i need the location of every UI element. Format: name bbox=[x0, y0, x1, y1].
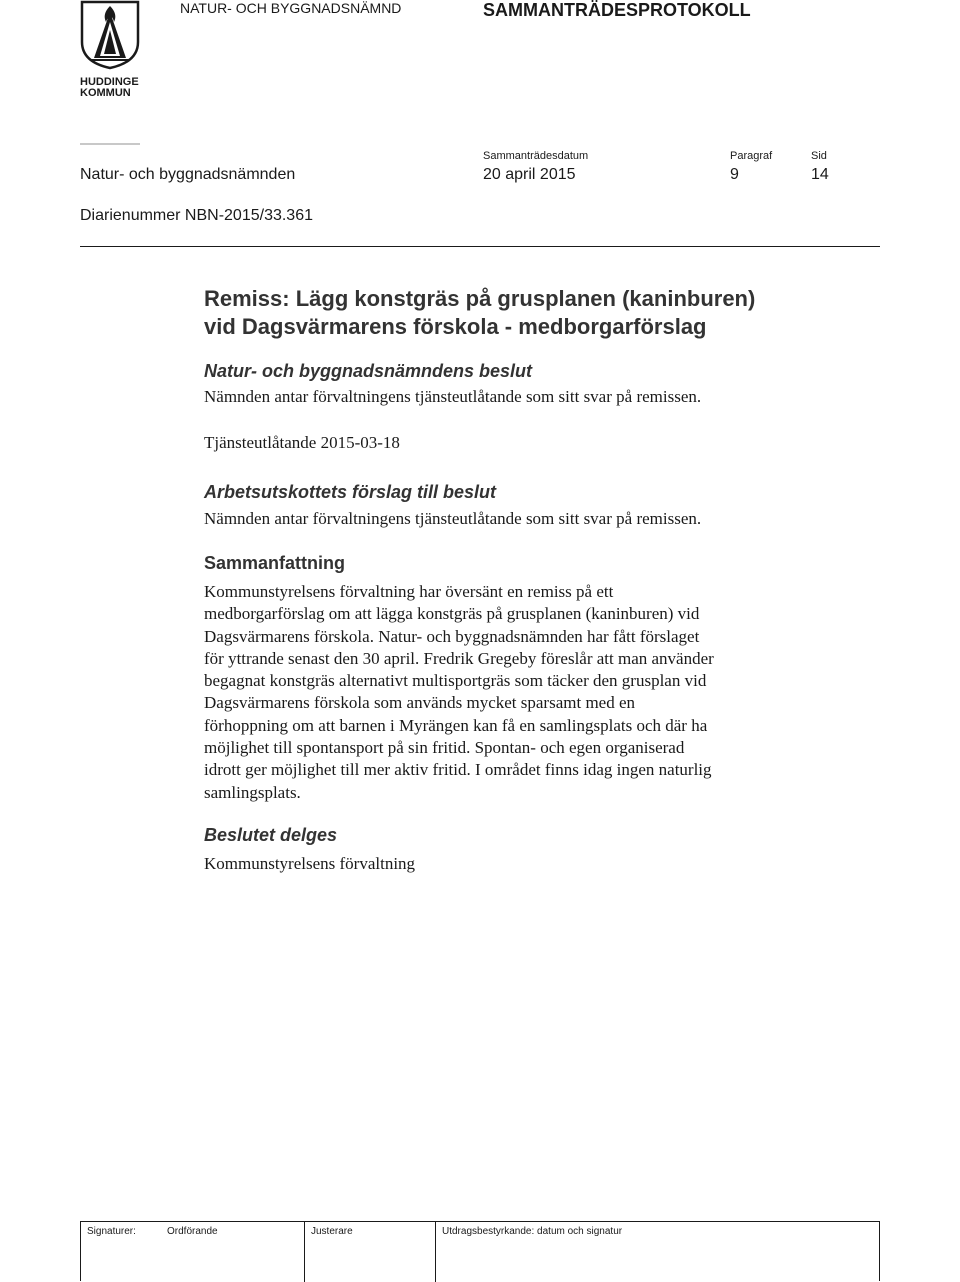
meeting-date-label: Sammanträdesdatum bbox=[483, 150, 589, 162]
logo-text-kommun: KOMMUN bbox=[80, 87, 131, 99]
summary-heading: Sammanfattning bbox=[204, 553, 346, 573]
committee-name: Natur- och byggnadsnämnden bbox=[80, 166, 296, 183]
paragraph-number: 9 bbox=[730, 166, 739, 183]
document-title bbox=[204, 285, 755, 341]
summary-line: möjlighet till spontansport på sin fritid. Spontan- och egen organiserad bbox=[204, 738, 685, 758]
adjuster-signature-field: Justerare bbox=[304, 1222, 435, 1282]
tiny-illegible-text bbox=[80, 143, 140, 145]
paragraph-label: Paragraf bbox=[730, 150, 773, 162]
extract-certification-field: Utdragsbestyrkande: datum och signatur bbox=[435, 1222, 879, 1282]
page-number: 14 bbox=[811, 166, 829, 183]
summary-line: medborgarförslag om att lägga konstgräs på grusplanen (kaninburen) vid bbox=[204, 604, 700, 624]
title-line-2: vid Dagsvärmarens förskola - medborgarförslag bbox=[204, 314, 707, 339]
org-name: NATUR- OCH BYGGNADSNÄMND bbox=[180, 0, 402, 16]
page-label: Sid bbox=[811, 150, 827, 162]
tjansteutlatande-date: Tjänsteutlåtande 2015-03-18 bbox=[204, 433, 400, 452]
summary-line: idrott ger möjlighet till mer aktiv fritid. I området finns idag ingen naturlig bbox=[204, 760, 712, 780]
summary-line: Kommunstyrelsens förvaltning har översänt en remiss på ett bbox=[204, 582, 614, 601]
delges-heading: Beslutet delges bbox=[204, 825, 338, 845]
decision-heading: Natur- och byggnadsnämndens beslut bbox=[204, 361, 533, 381]
title-line-1: Remiss: Lägg konstgräs på grusplanen (kaninburen) bbox=[204, 286, 756, 311]
summary-line: begagnat konstgräs alternativt multisportgräs som täcker den grusplan vid bbox=[204, 671, 707, 691]
header-divider bbox=[80, 246, 880, 247]
coat-of-arms-icon bbox=[80, 0, 140, 70]
summary-line: samlingsplats. bbox=[204, 782, 301, 802]
chair-signature-field: Ordförande bbox=[167, 1226, 218, 1237]
delges-recipient: Kommunstyrelsens förvaltning bbox=[204, 854, 416, 873]
document-type: SAMMANTRÄDESPROTOKOLL bbox=[483, 0, 751, 20]
diary-number: Diarienummer NBN-2015/33.361 bbox=[80, 207, 313, 224]
decision-text: Nämnden antar förvaltningens tjänsteutlåtande som sitt svar på remissen. bbox=[204, 387, 702, 406]
summary-line: Dagsvärmarens förskola som används mycket sparsamt med en bbox=[204, 693, 636, 713]
au-proposal-text: Nämnden antar förvaltningens tjänsteutlåtande som sitt svar på remissen. bbox=[204, 509, 702, 528]
meeting-date: 20 april 2015 bbox=[483, 166, 576, 183]
signature-table bbox=[80, 1221, 880, 1281]
summary-line: Dagsvärmarens förskola. Natur- och byggnadsnämnden har fått förslaget bbox=[204, 626, 700, 646]
summary-text bbox=[204, 581, 824, 804]
summary-line: för yttrande senast den 30 april. Fredrik Gregeby föreslår att man använder bbox=[204, 648, 714, 668]
logo-text-huddinge: HUDDINGE bbox=[80, 76, 139, 88]
signatures-label: Signaturer: bbox=[87, 1226, 136, 1237]
summary-line: förhoppning om att barnen i Myrängen kan få en samlingsplats och där ha bbox=[204, 715, 708, 735]
au-proposal-heading: Arbetsutskottets förslag till beslut bbox=[204, 482, 497, 502]
huddinge-kommun-logo bbox=[80, 0, 140, 99]
